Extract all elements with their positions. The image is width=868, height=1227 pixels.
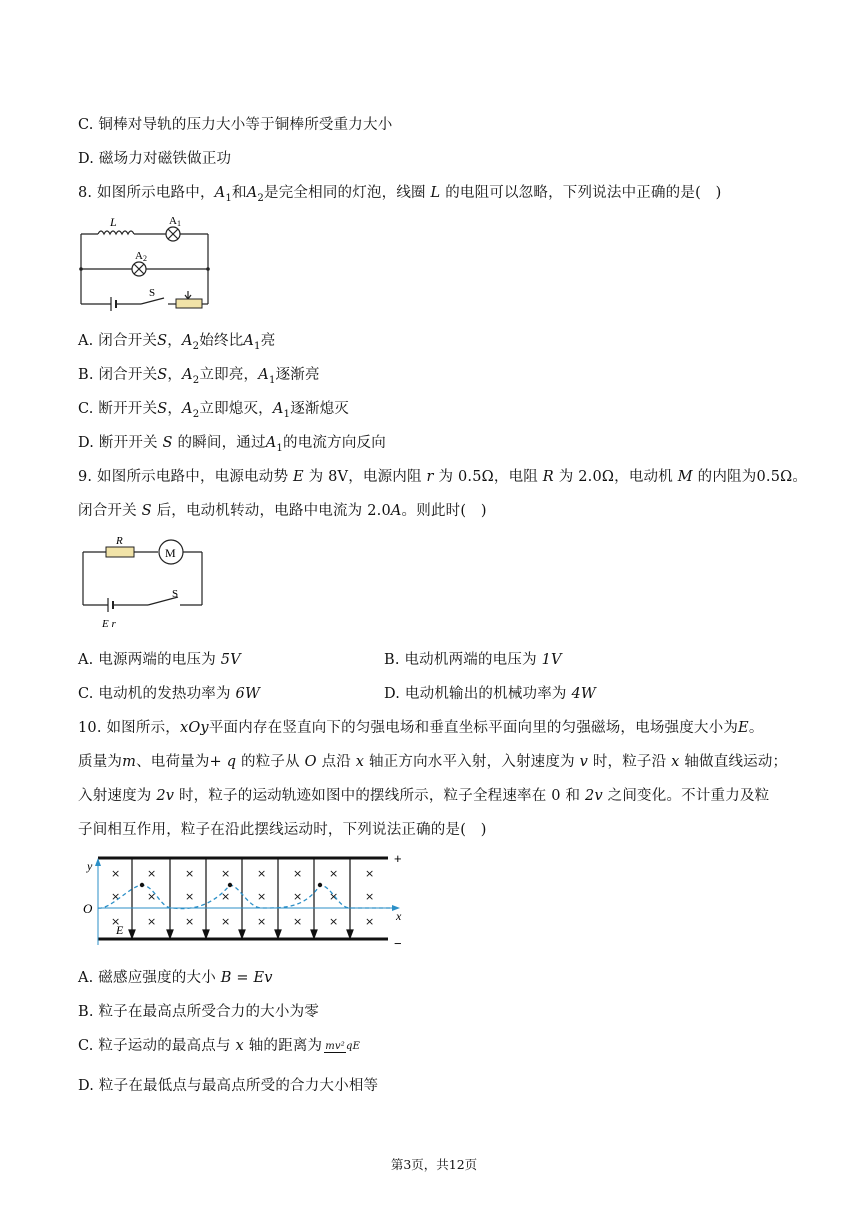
q8-option-c: C. 断开开关S，$A_2$立即熄灭，$A_1$逐渐熄灭 [78, 401, 350, 420]
magnetic-field-cross: × [293, 890, 303, 903]
q10-option-a: A. 磁感应强度的大小 B = Ev [78, 970, 273, 986]
q10-fig-label-y: y [87, 859, 93, 873]
magnetic-field-cross: × [329, 915, 339, 928]
q9-stem-line2: 闭合开关 S 后，电动机转动，电路中电流为 2.0A。则此时( ) [78, 503, 487, 519]
magnetic-field-cross: × [147, 890, 157, 903]
q10-stem-line4: 子间相互作用，粒子在沿此摆线运动时，下列说法正确的是( ) [78, 822, 487, 838]
q9-circuit-diagram [78, 535, 213, 633]
magnetic-field-cross: × [365, 915, 375, 928]
magnetic-field-cross: × [257, 890, 267, 903]
q7-option-d: D. 磁场力对磁铁做正功 [78, 151, 232, 167]
q8-fig-label-L: L [110, 215, 117, 229]
q9-stem-line1: 9. 如图所示电路中，电源电动势 E 为 8V，电源内阻 r 为 0.5Ω，电阻 R 为 2.0Ω，电动机 M 的内阻为0.5Ω。 [78, 469, 808, 485]
q10-field-diagram [80, 850, 410, 952]
q9-fig-label-M: M [165, 546, 176, 560]
page-footer: 第3页，共12页 [390, 1157, 478, 1172]
field-arrowhead [347, 930, 353, 938]
q9-option-a: A. 电源两端的电压为 5V [78, 652, 241, 668]
magnetic-field-cross: × [185, 867, 195, 880]
q9-option-b: B. 电动机两端的电压为 1V [384, 652, 562, 668]
q10-stem-line1: 10. 如图所示，xOy平面内存在竖直向下的匀强电场和垂直坐标平面向里的匀强磁场，电场强度大小为E。 [78, 720, 764, 736]
q9-option-c: C. 电动机的发热功率为 6W [78, 686, 261, 702]
field-arrowhead [129, 930, 135, 938]
magnetic-field-cross: × [147, 867, 157, 880]
q10-option-d: D. 粒子在最低点与最高点所受的合力大小相等 [78, 1078, 379, 1094]
q10-fig-label-minus: − [394, 936, 402, 951]
q10-fig-label-E: E [116, 923, 124, 937]
magnetic-field-cross: × [329, 867, 339, 880]
field-arrowhead [275, 930, 281, 938]
magnetic-field-cross: × [329, 890, 339, 903]
q8-stem: 8. 如图所示电路中，$A_1$和$A_2$是完全相同的灯泡，线圈 L 的电阻可以忽略，下列说法中正确的是( ) [78, 185, 722, 204]
magnetic-field-cross: × [365, 890, 375, 903]
field-arrowhead [167, 930, 173, 938]
magnetic-field-cross: × [111, 915, 121, 928]
magnetic-field-cross: × [293, 915, 303, 928]
q9-fig-label-S: S [172, 588, 179, 600]
field-arrowhead [311, 930, 317, 938]
field-arrowhead [203, 930, 209, 938]
magnetic-field-cross: × [257, 867, 267, 880]
q7-option-c: C. 铜棒对导轨的压力大小等于铜棒所受重力大小 [78, 117, 393, 133]
q8-fig-label-A1: A [169, 215, 177, 227]
q9-fig-label-R: R [116, 535, 123, 547]
q9-fig-label-Er: E r [102, 618, 116, 630]
field-arrowhead [239, 930, 245, 938]
q10-option-c: C. 粒子运动的最高点与 x 轴的距离为 mv²qE [78, 1038, 361, 1054]
magnetic-field-cross: × [221, 890, 231, 903]
q8-circuit-diagram [76, 212, 216, 312]
magnetic-field-cross: × [221, 915, 231, 928]
magnetic-field-cross: × [185, 890, 195, 903]
q8-fig-label-A2: A [135, 250, 143, 262]
q8-option-a: A. 闭合开关S，$A_2$始终比$A_1$亮 [78, 333, 276, 352]
q10-stem-line3: 入射速度为 2v 时，粒子的运动轨迹如图中的摆线所示，粒子全程速率在 0 和 2v 之间变化。不计重力及粒 [78, 788, 770, 804]
q8-option-b: B. 闭合开关S，$A_2$立即亮，$A_1$逐渐亮 [78, 367, 320, 386]
magnetic-field-cross: × [221, 867, 231, 880]
magnetic-field-cross: × [185, 915, 195, 928]
q10-stem-line2: 质量为m、电荷量为+ q 的粒子从 O 点沿 x 轴正方向水平入射，入射速度为 v 时，粒子沿 x 轴做直线运动； [78, 754, 788, 770]
magnetic-field-cross: × [257, 915, 267, 928]
magnetic-field-cross: × [365, 867, 375, 880]
q8-option-d: D. 断开开关 S 的瞬间，通过$A_1$的电流方向反向 [78, 435, 386, 454]
magnetic-field-cross: × [111, 867, 121, 880]
q10-option-c-fraction: mv²qE [325, 1040, 361, 1052]
q8-fig-label-A1-sub: 1 [177, 219, 181, 228]
q8-fig-label-A2-sub: 2 [143, 254, 147, 263]
magnetic-field-cross: × [293, 867, 303, 880]
q10-option-b: B. 粒子在最高点所受合力的大小为零 [78, 1004, 319, 1020]
magnetic-field-cross: × [147, 915, 157, 928]
magnetic-field-cross: × [111, 890, 121, 903]
q8-fig-label-S: S [149, 287, 156, 299]
q10-fig-label-O: O [83, 901, 93, 916]
q10-fig-label-x: x [396, 909, 402, 923]
q10-fig-label-plus: + [394, 851, 402, 866]
q9-option-d: D. 电动机输出的机械功率为 4W [384, 686, 596, 702]
